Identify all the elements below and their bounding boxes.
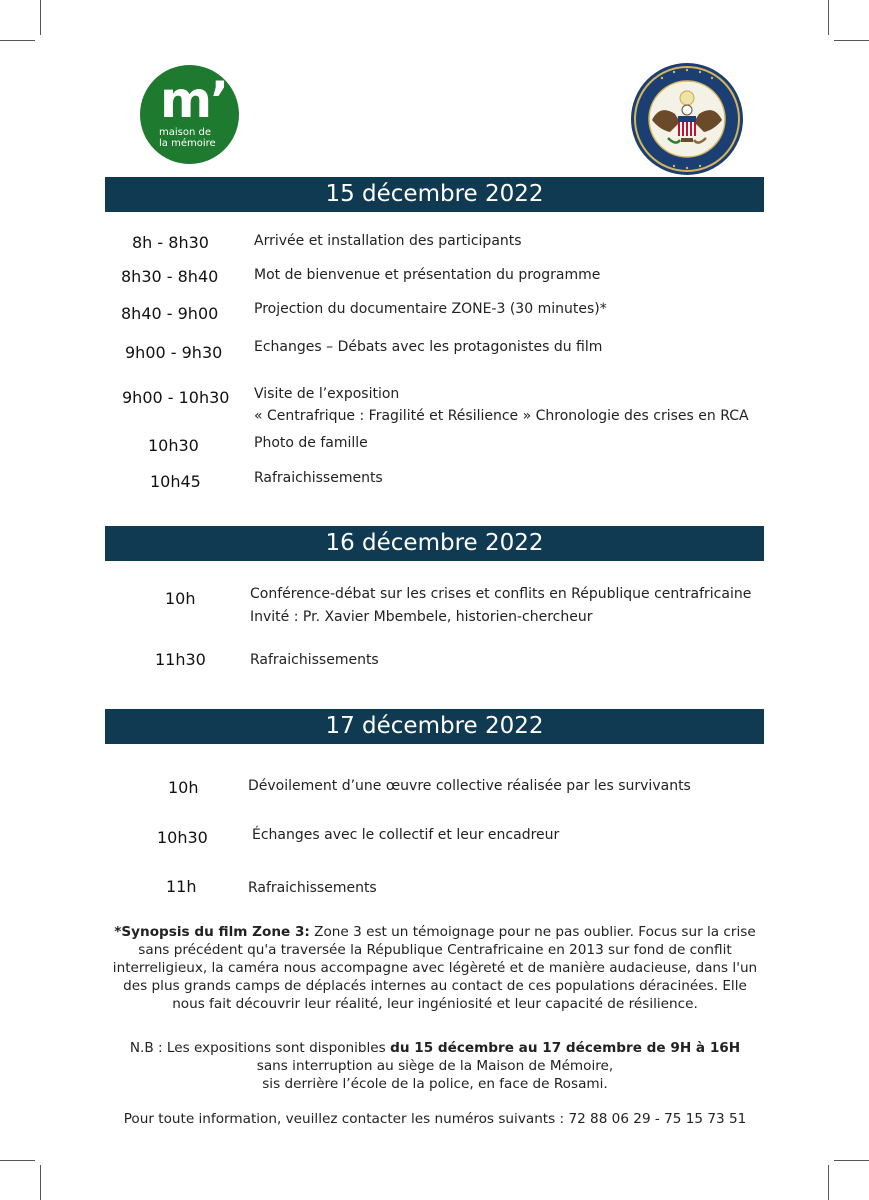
time-slot: 9h00 - 9h30 — [125, 343, 223, 362]
contact-info: Pour toute information, veuillez contacter les numéros suivants : 72 88 06 29 - 75 15 73 51 — [123, 1111, 747, 1127]
crop-mark — [828, 0, 829, 35]
activity: Conférence-débat sur les crises et conflits en République centrafricaine — [250, 586, 752, 602]
activity: Rafraichissements — [254, 470, 383, 486]
note-prefix: N.B : Les expositions sont disponibles — [129, 1040, 391, 1056]
activity: Visite de l’exposition — [254, 386, 400, 402]
activity: Rafraichissements — [248, 880, 377, 896]
time-slot: 10h30 — [157, 828, 208, 847]
activity: « Centrafrique : Fragilité et Résilience » Chronologie des crises en RCA — [254, 408, 749, 424]
crop-mark — [40, 0, 41, 35]
activity: Dévoilement d’une œuvre collective réalisée par les survivants — [248, 778, 691, 794]
day-header-16-december: 16 décembre 2022 — [105, 526, 764, 561]
crop-mark — [0, 1160, 35, 1161]
activity: Rafraichissements — [250, 652, 379, 668]
time-slot: 8h30 - 8h40 — [121, 267, 219, 286]
time-slot: 10h — [168, 778, 199, 797]
note-line: sis derrière l’école de la police, en face de Rosami. — [262, 1076, 608, 1092]
activity: Echanges – Débats avec les protagonistes du film — [254, 339, 603, 355]
note-line: sans interruption au siège de la Maison de Mémoire, — [256, 1058, 614, 1074]
activity: Mot de bienvenue et présentation du programme — [254, 267, 601, 283]
activity: Photo de famille — [254, 435, 368, 451]
activity: Arrivée et installation des participants — [254, 233, 522, 249]
film-synopsis — [110, 923, 760, 1013]
activity: Projection du documentaire ZONE-3 (30 minutes)* — [254, 301, 607, 317]
activity: Échanges avec le collectif et leur encadreur — [252, 827, 560, 843]
department-of-state-seal — [630, 62, 744, 176]
logo-name: maison de la mémoire — [159, 127, 216, 149]
time-slot: 10h45 — [150, 472, 201, 491]
note-dates: du 15 décembre au 17 décembre de 9H à 16H — [390, 1040, 741, 1056]
time-slot: 11h30 — [155, 650, 206, 669]
time-slot: 11h — [166, 877, 197, 896]
activity: Invité : Pr. Xavier Mbembele, historien-chercheur — [250, 609, 593, 625]
time-slot: 8h40 - 9h00 — [121, 304, 219, 323]
time-slot: 10h — [165, 589, 196, 608]
day-header-15-december: 15 décembre 2022 — [105, 177, 764, 212]
crop-mark — [828, 1165, 829, 1200]
crop-mark — [834, 1160, 869, 1161]
crop-mark — [0, 40, 35, 41]
crop-mark — [40, 1165, 41, 1200]
exhibition-note — [110, 1039, 760, 1093]
day-header-17-december: 17 décembre 2022 — [105, 709, 764, 744]
time-slot: 10h30 — [148, 436, 199, 455]
synopsis-text: Zone 3 est un témoignage pour ne pas oublier. Focus sur la crise sans précédent qu'a traversée la République Centrafricaine en 2013 sur fond de conflit interreligieux, la caméra nous accompagne avec légèreté et de manière audacieuse, dans l'un des plus grands camps de déplacés internes au contact de ces populations déracinées. Elle nous fait découvrir leur réalité, leur ingéniosité et leur capacité de résilience. — [112, 924, 758, 1012]
time-slot: 8h - 8h30 — [132, 233, 209, 252]
synopsis-label: *Synopsis du film Zone 3: — [114, 924, 310, 940]
time-slot: 9h00 - 10h30 — [122, 388, 230, 407]
maison-memoire-logo — [140, 65, 239, 164]
logo-letter: m’ — [160, 71, 228, 129]
crop-mark — [834, 40, 869, 41]
